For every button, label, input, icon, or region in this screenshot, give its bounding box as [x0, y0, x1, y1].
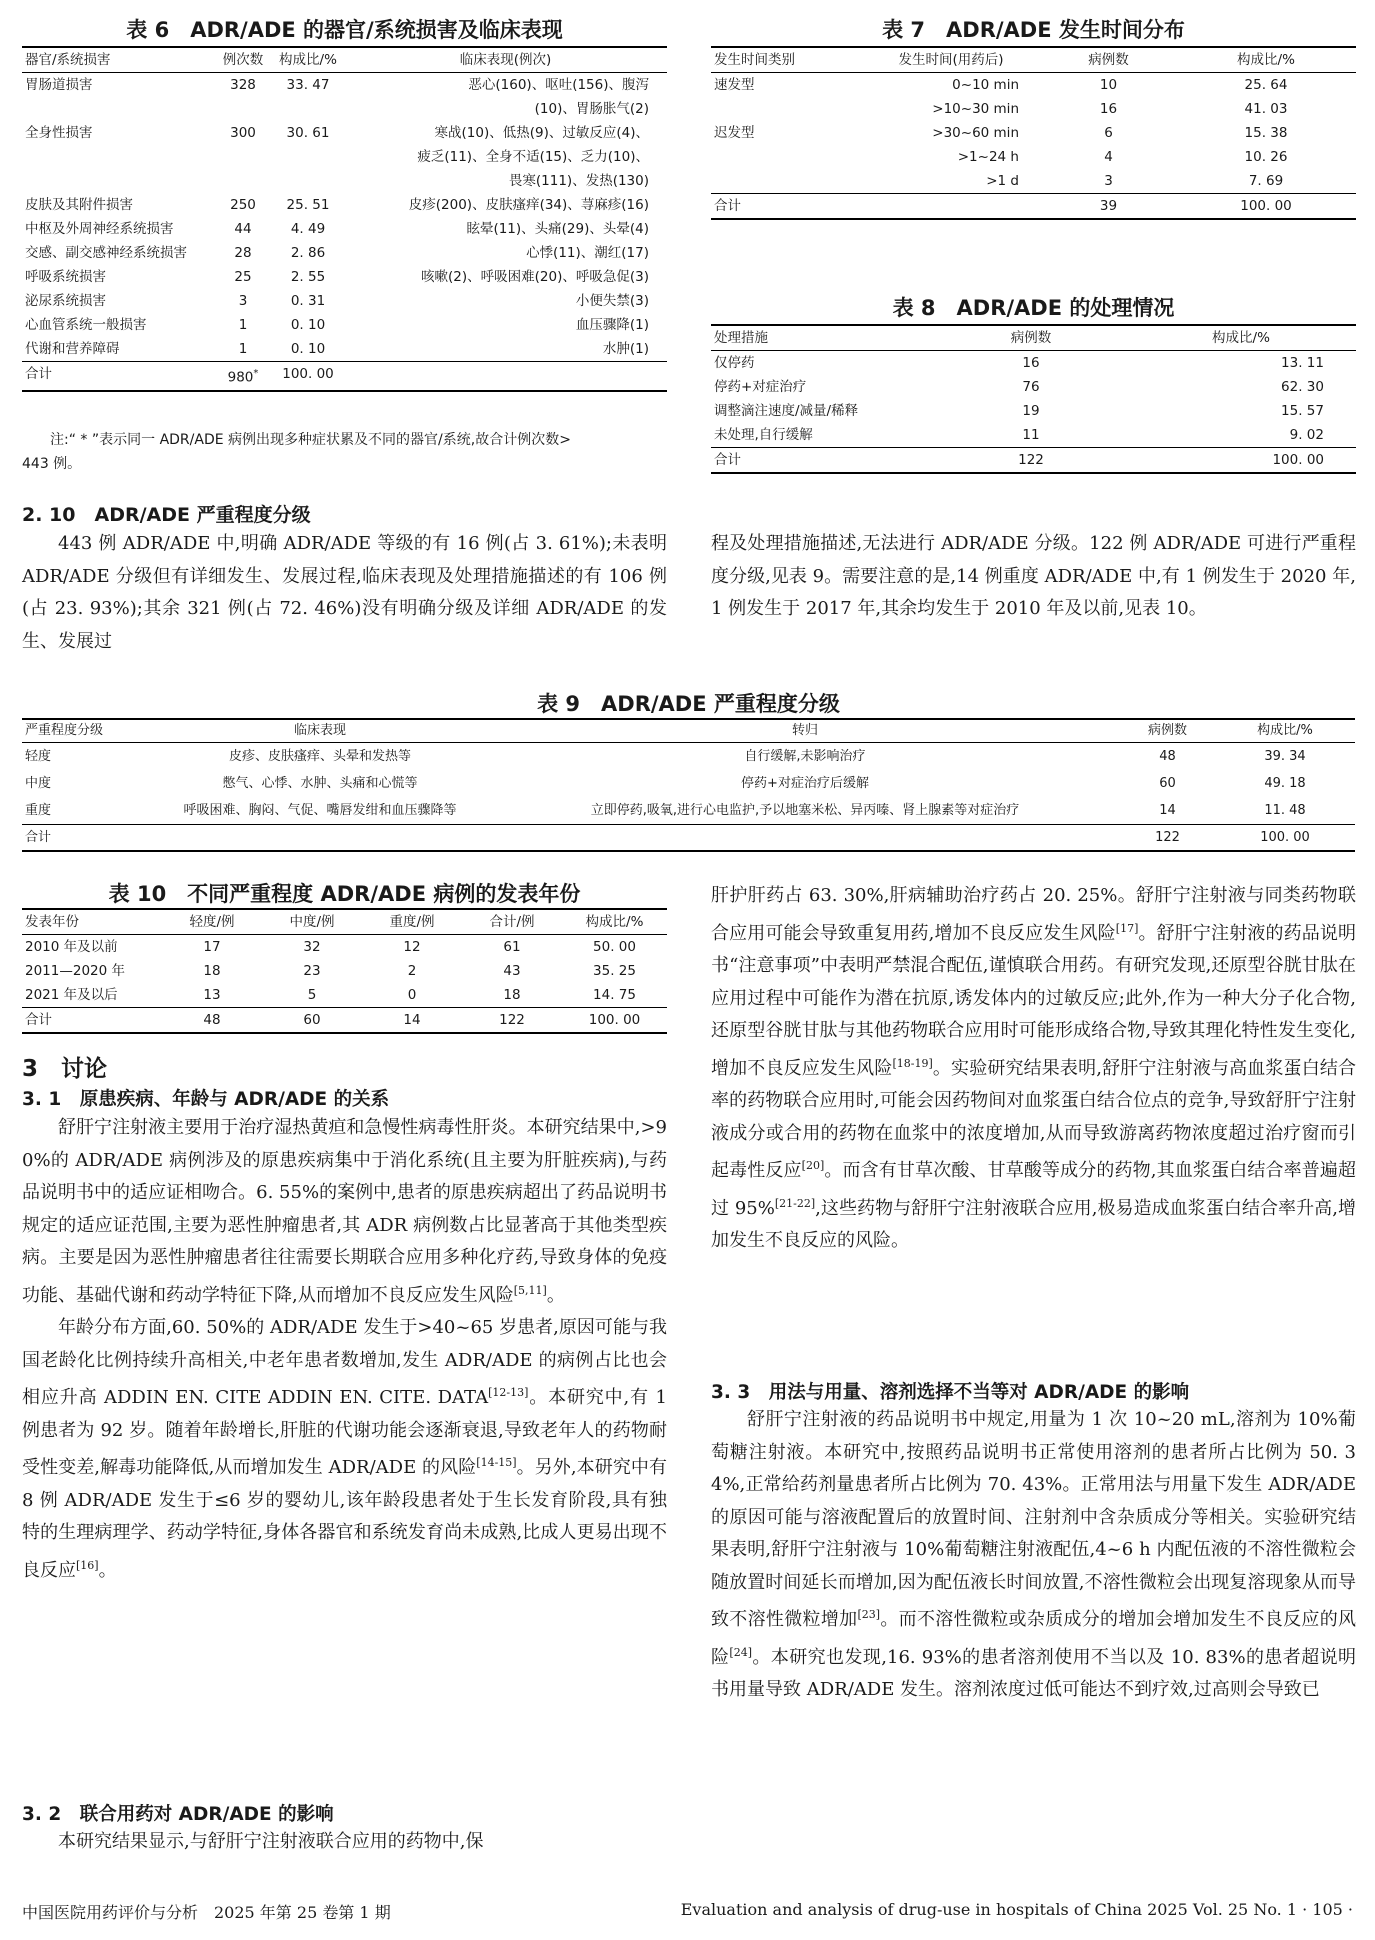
table9-caption: 表 9 ADR/ADE 严重程度分级: [537, 692, 840, 716]
table-row: [22, 265, 667, 289]
table6-cell: 25: [234, 269, 252, 285]
table-row: [711, 423, 1356, 448]
table7-cell: [861, 194, 1041, 220]
table6-manifest-line: 恶心(160)、呕吐(156)、腹泻: [468, 77, 649, 93]
citation: [12-13]: [488, 1386, 529, 1399]
table7-cell: 0~10 min: [952, 77, 1019, 93]
table9-cell: 14: [1159, 803, 1176, 818]
table9-cell: 122: [1120, 825, 1215, 852]
table6-total-row: [22, 362, 667, 391]
table6-cell: [344, 265, 667, 289]
table9: [22, 718, 1355, 852]
table6-manifest-line: 疲乏(11)、全身不适(15)、乏力(10)、: [417, 149, 649, 165]
table8-cell: 13. 11: [1281, 355, 1324, 371]
table-row: [22, 935, 667, 960]
section-3-3-heading: 3. 3 用法与用量、溶剂选择不当等对 ADR/ADE 的影响: [711, 1382, 1190, 1403]
table9-cell: 轻度: [25, 749, 52, 764]
table9-h-clinical: 临床表现: [150, 719, 490, 743]
citation: [16]: [76, 1558, 99, 1572]
citation: [14-15]: [476, 1456, 517, 1469]
table7-h-cat: 发生时间类别: [711, 47, 861, 73]
table7-cell: 合计: [711, 194, 861, 220]
table10-cell: 35. 25: [593, 963, 636, 979]
table7-cell: [711, 145, 861, 169]
table10-cell: 61: [503, 939, 521, 955]
table6-manifest-line: 皮疹(200)、皮肤瘙痒(34)、荨麻疹(16): [408, 197, 649, 213]
table-row: [711, 73, 1356, 98]
table8-cell: 11: [1022, 427, 1040, 443]
table8-cell: 仅停药: [714, 355, 755, 371]
table6-cell: 合计: [22, 362, 214, 391]
table6-h-manifest: 临床表现(例次): [344, 47, 667, 73]
table10-cell: 13: [203, 987, 221, 1003]
table6-cell: [344, 121, 667, 193]
section-3-2-body-left: [22, 1826, 667, 1859]
table10-caption: 表 10 不同严重程度 ADR/ADE 病例的发表年份: [108, 882, 581, 906]
table7-cell: 10. 26: [1244, 149, 1288, 165]
table10-header: [22, 909, 667, 935]
table7-cell: 100. 00: [1176, 194, 1356, 220]
table10-h-mild: 轻度/例: [162, 909, 262, 935]
table9-cell: 立即停药,吸氧,进行心电监护,予以地塞米松、异丙嗪、肾上腺素等对症治疗: [590, 803, 1020, 818]
table6-cell: 全身性损害: [25, 125, 93, 141]
table-row: [711, 169, 1356, 194]
table9-cell: 60: [1159, 776, 1176, 791]
total-star: *: [253, 368, 259, 379]
table7-cell: 25. 64: [1244, 77, 1288, 93]
citation: [23]: [857, 1608, 881, 1621]
table6-manifest-line: 心悸(11)、潮红(17): [526, 245, 649, 261]
table8-total-row: [711, 448, 1356, 474]
table6-h-count: 例次数: [214, 47, 272, 73]
footer-journal-en: Evaluation and analysis of drug-use in hospitals of China 2025 Vol. 25 No. 1 · 105 ·: [680, 1900, 1353, 1919]
s31-p1-end: 。: [546, 1284, 565, 1306]
table6-manifest-line: 血压骤降(1): [575, 317, 649, 333]
table10-cell: 2: [407, 963, 417, 979]
table6-header: [22, 47, 667, 73]
s31-p2-a: 年龄分布方面,60. 50%的 ADR/ADE 发生于>40~65 岁患者,原因可能与我国老龄化比例持续升高相关,中老年患者数增加,发生 ADR/ADE 的病例占比也会相应升高 ADDIN EN. CITE ADDIN EN. CITE. DATA: [22, 1317, 667, 1408]
table6-cell: 0. 10: [290, 341, 326, 357]
table6-note: [22, 428, 667, 476]
table7: [711, 46, 1356, 220]
table6-cell: 100. 00: [272, 362, 344, 391]
section-3-heading: 3 讨论: [22, 1056, 108, 1082]
table6-cell: 心血管系统一般损害: [25, 317, 147, 333]
section-2-10-text-right: 程及处理措施描述,无法进行 ADR/ADE 分级。122 例 ADR/ADE 可进行严重程度分级,见表 9。需要注意的是,14 例重度 ADR/ADE 中,有 1 例发生于 2020 年,1 例发生于 2017 年,其余均发生于 2010 年及以前,见表 10。: [711, 533, 1356, 619]
table9-cell: 合计: [22, 825, 150, 852]
table9-cell: 11. 48: [1264, 803, 1306, 818]
table6-cell: [214, 362, 272, 391]
table9-cell: 39. 34: [1264, 749, 1306, 764]
table6-h-pct: 构成比/%: [272, 47, 344, 73]
table6-cell: 44: [234, 221, 252, 237]
table6-cell: 2. 55: [290, 269, 326, 285]
citation: [5,11]: [513, 1283, 547, 1297]
s31-p2-c: 。另外,本研究中有 8 例 ADR/ADE 发生于≤6 岁的婴幼儿,该年龄段患者处于生长发育阶段,具有独特的生理病理学、药动学特征,身体各器官和系统发育尚未成熟,比成人更易出现不良反应: [22, 1457, 667, 1581]
table-row: [22, 289, 667, 313]
table7-cell: 迟发型: [714, 125, 755, 141]
section-3-1-para2: [22, 1312, 667, 1587]
table8-cell: 合计: [711, 448, 936, 474]
table6-cell: 328: [230, 77, 256, 93]
table-row: [22, 241, 667, 265]
table6-cell: [344, 73, 667, 122]
table10-cell: 14. 75: [593, 987, 636, 1003]
table-row: [711, 145, 1356, 169]
citation: [17]: [1115, 921, 1139, 935]
table-row: [22, 73, 667, 122]
table6-cell: 3: [238, 293, 248, 309]
s31-p2-d: 。: [98, 1559, 117, 1581]
table6-cell: 胃肠道损害: [25, 77, 93, 93]
table8-cell: 16: [1022, 355, 1040, 371]
table6-manifest-line: 水肿(1): [602, 341, 649, 357]
table7-cell: >1~24 h: [957, 149, 1019, 165]
section-3-3-body: [711, 1404, 1356, 1707]
table10-cell: 2010 年及以前: [25, 939, 118, 955]
table7-cell: 41. 03: [1244, 101, 1288, 117]
table6-cell: 28: [234, 245, 252, 261]
section-2-10-para-left: [22, 528, 667, 658]
table8-cell: 9. 02: [1289, 427, 1324, 443]
table9-cell: 停药+对症治疗后缓解: [741, 776, 869, 791]
table6-cell: 30. 61: [286, 125, 330, 141]
table10-cell: 合计: [22, 1008, 162, 1034]
table8-cell: 15. 57: [1281, 403, 1324, 419]
table6-caption: 表 6 ADR/ADE 的器官/系统损害及临床表现: [126, 18, 563, 42]
table6-manifest-line: 寒战(10)、低热(9)、过敏反应(4)、: [434, 125, 649, 141]
table6-note-line1: 注:“ * ”表示同一 ADR/ADE 病例出现多种症状累及不同的器官/系统,故合计例次数>: [50, 432, 571, 448]
section-3-3-para: [711, 1404, 1356, 1707]
table-row: [22, 217, 667, 241]
table10: [22, 908, 667, 1034]
table6-cell: 中枢及外周神经系统损害: [25, 221, 174, 237]
table9-cell: 100. 00: [1215, 825, 1355, 852]
table9-cell: [490, 825, 1120, 852]
table10-h-total: 合计/例: [462, 909, 562, 935]
table8-cell: 调整滴注速度/减量/稀释: [714, 403, 859, 419]
table6-cell: 泌尿系统损害: [25, 293, 106, 309]
s32-a: 肝护肝药占 63. 30%,肝病辅助治疗药占 20. 25%。舒肝宁注射液与同类药物联合应用可能会导致重复用药,增加不良反应发生风险: [711, 885, 1356, 944]
table7-cell: 39: [1041, 194, 1176, 220]
table-row: [22, 313, 667, 337]
table10-cell: 32: [303, 939, 321, 955]
table7-caption: 表 7 ADR/ADE 发生时间分布: [882, 18, 1185, 42]
table10-cell: 17: [203, 939, 221, 955]
table8-caption: 表 8 ADR/ADE 的处理情况: [892, 296, 1175, 320]
table7-cell: 4: [1104, 149, 1113, 165]
table9-h-pct: 构成比/%: [1215, 719, 1355, 743]
table10-cell: 18: [203, 963, 221, 979]
table7-cell: 10: [1099, 77, 1118, 93]
table-row: [22, 959, 667, 983]
table6-cell: 300: [230, 125, 256, 141]
table10-cell: 43: [503, 963, 521, 979]
table7-cell: >1 d: [986, 173, 1019, 189]
table6-cell: [344, 337, 667, 362]
table-row: [22, 743, 1355, 771]
table6-cell: [344, 241, 667, 265]
s32-c: 。实验研究结果表明,舒肝宁注射液与高血浆蛋白结合率的药物联合应用时,可能会因药物间对血浆蛋白结合位点的竞争,导致舒肝宁注射液成分或合用的药物在血浆中的浓度增加,从而导致游离药物浓度超过治疗窗而引起毒性反应: [711, 1057, 1356, 1181]
table6-cell: 代谢和营养障碍: [25, 341, 120, 357]
s33-c: 。本研究也发现,16. 93%的患者溶剂使用不当以及 10. 83%的患者超说明书用量导致 ADR/ADE 发生。溶剂浓度过低可能达不到疗效,过高则会导致已: [711, 1646, 1357, 1700]
table6-cell: 250: [230, 197, 256, 213]
table8-cell: 100. 00: [1126, 448, 1356, 474]
table-row: [711, 399, 1356, 423]
total-count: 980: [227, 369, 254, 386]
s33-b: 。而不溶性微粒或杂质成分的增加会增加发生不良反应的风险: [711, 1609, 1357, 1668]
table6-cell: [344, 313, 667, 337]
table6-cell: [344, 289, 667, 313]
table9-cell: 重度: [25, 803, 52, 818]
table7-h-count: 病例数: [1041, 47, 1176, 73]
table6: [22, 46, 667, 392]
citation: [21-22]: [774, 1196, 816, 1210]
table10-cell: 18: [503, 987, 521, 1003]
table6-cell: 1: [238, 317, 248, 333]
table6-cell: 0. 31: [290, 293, 326, 309]
table6-cell: 4. 49: [290, 221, 326, 237]
table8-h-count: 病例数: [936, 325, 1126, 351]
table6-cell: 呼吸系统损害: [25, 269, 106, 285]
table6-manifest-line: 小便失禁(3): [575, 293, 649, 309]
table7-cell: >30~60 min: [932, 125, 1019, 141]
table10-h-moderate: 中度/例: [262, 909, 362, 935]
table7-header: [711, 47, 1356, 73]
table6-cell: 交感、副交感神经系统损害: [25, 245, 187, 261]
table10-h-severe: 重度/例: [362, 909, 462, 935]
table7-cell: 15. 38: [1244, 125, 1288, 141]
section-3-2-body-right: [711, 880, 1356, 1258]
table-row: [711, 97, 1356, 121]
table-row: [22, 770, 1355, 797]
table9-cell: 自行缓解,未影响治疗: [744, 749, 866, 764]
table-row: [22, 983, 667, 1008]
table7-cell: >10~30 min: [932, 101, 1019, 117]
table10-cell: 12: [403, 939, 421, 955]
table7-cell: [711, 97, 861, 121]
table7-cell: 7. 69: [1248, 173, 1284, 189]
footer-journal-cn: 中国医院用药评价与分析 2025 年第 25 卷第 1 期: [22, 1903, 391, 1922]
table6-manifest-line: 咳嗽(2)、呼吸困难(20)、呼吸急促(3): [421, 269, 649, 285]
table10-cell: 100. 00: [562, 1008, 667, 1034]
table10-h-year: 发表年份: [22, 909, 162, 935]
table7-cell: 速发型: [714, 77, 755, 93]
table10-cell: 60: [262, 1008, 362, 1034]
section-3-2-heading: 3. 2 联合用药对 ADR/ADE 的影响: [22, 1804, 334, 1825]
table7-total-row: [711, 194, 1356, 220]
table9-total-row: [22, 825, 1355, 852]
table-row: [711, 351, 1356, 376]
section-3-1-body: [22, 1112, 667, 1587]
table10-cell: 50. 00: [593, 939, 636, 955]
table9-h-grade: 严重程度分级: [22, 719, 150, 743]
table9-cell: 憋气、心悸、水肿、头痛和心慌等: [222, 776, 418, 791]
table10-cell: 2021 年及以后: [25, 987, 118, 1003]
table10-cell: 48: [162, 1008, 262, 1034]
table9-cell: 中度: [25, 776, 52, 791]
table8-cell: 122: [936, 448, 1126, 474]
citation: [18-19]: [892, 1056, 933, 1070]
table8-cell: 停药+对症治疗: [714, 379, 807, 395]
table10-cell: 5: [307, 987, 317, 1003]
table10-cell: 23: [303, 963, 321, 979]
table9-h-outcome: 转归: [490, 719, 1120, 743]
table7-h-time: 发生时间(用药后): [861, 47, 1041, 73]
table7-cell: 16: [1099, 101, 1118, 117]
table10-cell: 122: [462, 1008, 562, 1034]
table6-manifest-line: 畏寒(111)、发热(130): [508, 173, 649, 189]
s32-b: 。舒肝宁注射液的药品说明书“注意事项”中表明严禁混合配伍,谨慎联合用药。有研究发现,还原型谷胱甘肽在应用过程中可能作为潜在抗原,诱发体内的过敏反应;此外,作为一种大分子化合物,还原型谷胱甘肽与其他药物联合应用时可能形成络合物,导致其理化特性发生变化,增加不良反应发生风险: [711, 922, 1356, 1079]
s33-a: 舒肝宁注射液的药品说明书中规定,用量为 1 次 10~20 mL,溶剂为 10%葡萄糖注射液。本研究中,按照药品说明书正常使用溶剂的患者所占比例为 50. 34%,正常给药剂量患者所占比例为 70. 43%。正常用法与用量下发生 ADR/ADE 的原因可能与溶液配置后的放置时间、注射剂中含杂质成分等相关。实验研究结果表明,舒肝宁注射液与 10%葡萄糖注射液配伍,4~6 h 内配伍液的不溶性微粒会随放置时间延长而增加,因为配伍液长时间放置,不溶性微粒会出现复溶现象从而导致不溶性微粒增加: [711, 1409, 1356, 1630]
table6-cell: 2. 86: [290, 245, 326, 261]
section-3-1-heading: 3. 1 原患疾病、年龄与 ADR/ADE 的关系: [22, 1089, 390, 1110]
table6-cell: 0. 10: [290, 317, 326, 333]
table6-cell: 25. 51: [286, 197, 330, 213]
table-row: [22, 337, 667, 362]
section-3-2-para-start: 本研究结果显示,与舒肝宁注射液联合应用的药物中,保: [58, 1831, 484, 1852]
table-row: [711, 375, 1356, 399]
table6-manifest-line: (10)、胃肠胀气(2): [534, 101, 649, 117]
table-row: [22, 193, 667, 217]
table8: [711, 324, 1356, 474]
table8-h-measure: 处理措施: [711, 325, 936, 351]
citation: [20]: [801, 1159, 825, 1172]
table8-header: [711, 325, 1356, 351]
table8-cell: 19: [1022, 403, 1040, 419]
table9-cell: 皮疹、皮肤瘙痒、头晕和发热等: [228, 749, 411, 764]
table-row: [22, 121, 667, 193]
section-2-10-heading: 2. 10 ADR/ADE 严重程度分级: [22, 504, 311, 526]
table6-cell: 33. 47: [286, 77, 330, 93]
section-3-2-para-cont: [711, 880, 1356, 1258]
table7-cell: [711, 169, 861, 194]
table9-cell: 48: [1159, 749, 1176, 764]
table9-h-count: 病例数: [1120, 719, 1215, 743]
citation: [24]: [729, 1645, 753, 1659]
section-2-10-para-right: [711, 528, 1356, 626]
s31-p2-b: 。本研究中,有 1 例患者为 92 岁。随着年龄增长,肝脏的代谢功能会逐渐衰退,导致老年人的药物耐受性变差,解毒功能降低,从而增加发生 ADR/ADE 的风险: [22, 1387, 667, 1478]
table7-cell: 6: [1104, 125, 1113, 141]
s32-d: 。而含有甘草次酸、甘草酸等成分的药物,其血浆蛋白结合率普遍超过 95%: [711, 1160, 1357, 1219]
table10-cell: 2011—2020 年: [25, 963, 126, 979]
table9-cell: 49. 18: [1264, 776, 1306, 791]
s32-e: ,这些药物与舒肝宁注射液联合应用,极易造成血浆蛋白结合率升高,增加发生不良反应的风险。: [711, 1197, 1356, 1251]
s31-p1-text: 舒肝宁注射液主要用于治疗湿热黄疸和急慢性病毒性肝炎。本研究结果中,>90%的 ADR/ADE 病例涉及的原患疾病集中于消化系统(且主要为肝脏疾病),与药品说明书中的适应证相吻合。6. 55%的案例中,患者的原患疾病超出了药品说明书规定的适应证范围,主要为恶性肿瘤患者,其 ADR 病例数占比显著高于其他类型疾病。主要是因为恶性肿瘤患者往往需要长期联合应用多种化疗药,导致身体的免疫功能、基础代谢和药动学特征下降,从而增加不良反应发生风险: [22, 1117, 667, 1306]
table9-cell: 呼吸困难、胸闷、气促、嘴唇发绀和血压骤降等: [183, 803, 457, 818]
table6-cell: 皮肤及其附件损害: [25, 197, 133, 213]
table6-note-line2: 443 例。: [22, 456, 82, 472]
table7-cell: 3: [1104, 173, 1113, 189]
table6-cell: 1: [238, 341, 248, 357]
table8-cell: 未处理,自行缓解: [714, 427, 813, 443]
table6-cell: [344, 217, 667, 241]
table9-cell: [150, 825, 490, 852]
table8-cell: 76: [1022, 379, 1040, 395]
section-3-1-para1: [22, 1112, 667, 1312]
table6-cell: [344, 362, 667, 391]
section-2-10-text-left: 443 例 ADR/ADE 中,明确 ADR/ADE 等级的有 16 例(占 3. 61%);未表明 ADR/ADE 分级但有详细发生、发展过程,临床表现及处理措施描述的有 106 例(占 23. 93%);其余 321 例(占 72. 46%)没有明确分级及详细 ADR/ADE 的发生、发展过: [22, 533, 667, 652]
table10-cell: 14: [362, 1008, 462, 1034]
table8-cell: 62. 30: [1281, 379, 1324, 395]
table10-h-pct: 构成比/%: [562, 909, 667, 935]
table10-cell: 0: [407, 987, 417, 1003]
table6-h-organ: 器官/系统损害: [22, 47, 214, 73]
table-row: [22, 797, 1355, 825]
table7-h-pct: 构成比/%: [1176, 47, 1356, 73]
table9-header: [22, 719, 1355, 743]
table6-manifest-line: 眩晕(11)、头痛(29)、头晕(4): [466, 221, 649, 237]
table8-h-pct: 构成比/%: [1126, 325, 1356, 351]
table6-cell: [344, 193, 667, 217]
table10-total-row: [22, 1008, 667, 1034]
table-row: [711, 121, 1356, 145]
